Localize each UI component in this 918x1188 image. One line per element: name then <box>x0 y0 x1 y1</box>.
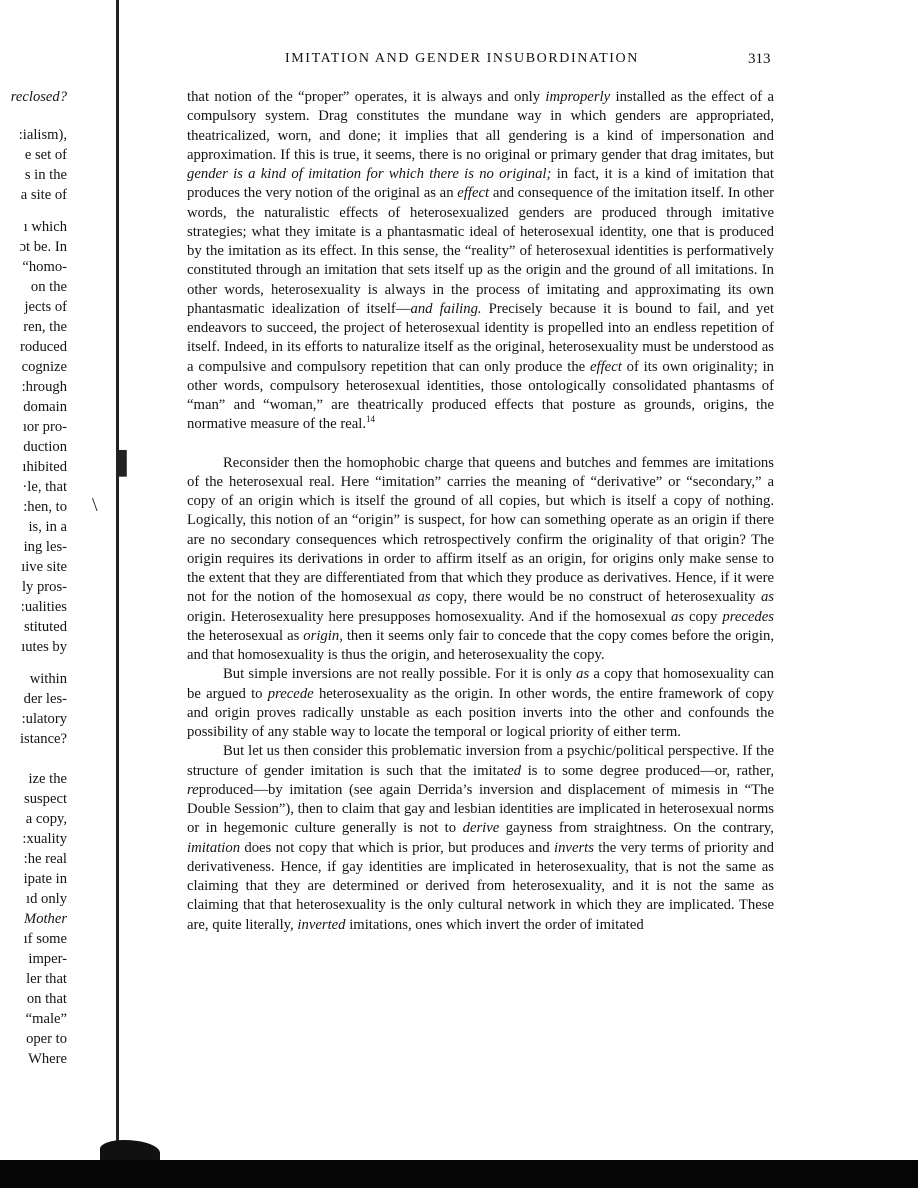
text-run: imitation <box>187 839 241 856</box>
text-run: as <box>417 589 431 606</box>
paragraph <box>187 454 774 666</box>
margin-fragment: ly pros- <box>22 579 67 595</box>
body-text <box>187 88 774 935</box>
text-run: But let us then consider this problematic inversion from a psychic/political perspective. If the structure of gender imitation is such that the imitat <box>187 743 774 779</box>
margin-fragment: oper to <box>26 1031 67 1047</box>
margin-fragment: ·le, that <box>22 479 67 495</box>
margin-fragment: within <box>29 671 67 687</box>
text-run: effect <box>590 358 622 375</box>
margin-fragment: ıive site <box>21 559 67 575</box>
margin-fragment: suspect <box>24 791 67 807</box>
footnote-ref: 14 <box>366 414 376 425</box>
text-run: re <box>187 781 199 798</box>
paragraph <box>187 742 774 935</box>
paragraph <box>187 665 774 742</box>
margin-fragment: e set of <box>24 147 67 163</box>
text-run: as <box>760 589 775 606</box>
margin-fragment: istance? <box>20 731 67 747</box>
margin-fragment: a site of <box>20 187 67 203</box>
text-run: in fact, it is a kind of imitation that produces the very notion of the original as an <box>187 166 774 202</box>
margin-fragment: cognize <box>21 359 67 375</box>
text-run: origin, <box>303 627 343 644</box>
margin-fragment: Mother <box>24 911 67 927</box>
text-run: copy, there would be no construct of heterosexuality <box>430 589 761 606</box>
margin-fragment: ɔt be. In <box>19 239 67 255</box>
margin-fragment: :he real <box>23 851 67 867</box>
margin-fragment: ler that <box>26 971 67 987</box>
text-run: installed as the effect of a compulsory system. Drag constitutes the mundane way in which genders are appropriated, theatricalized, worn, and done; it implies that all gendering is a kind of impersonation and approximation. If this is true, it seems, there is no original or primary gender that drag imitates, but <box>187 89 774 163</box>
text-run: precedes <box>722 608 774 625</box>
text-run: gayness from straightness. On the contrary, <box>499 820 774 837</box>
text-run: effect <box>457 185 490 202</box>
text-run: produced—by imitation (see again Derrida’s inversion and displacement of mimesis in “The Double Session”), then to claim that gay and lesbian identities are implicated in heterosexual norms or in hegemonic culture generally is not to <box>187 781 774 837</box>
margin-fragment: imper- <box>28 951 67 967</box>
running-header: IMITATION AND GENDER INSUBORDINATION <box>285 51 639 66</box>
text-run: copy <box>684 608 723 625</box>
margin-fragment: ıhibited <box>22 459 67 475</box>
text-run: of its own originality; in other words, compulsory heterosexual identities, those ontologically consolidated phantasms of “man” and “woman,” are theatrically produced effects that posture as grounds, origins, the normative measure of the real. <box>187 358 774 433</box>
margin-fragment: stituted <box>24 619 67 635</box>
book-spine <box>116 0 119 1160</box>
text-run: origin. Heterosexuality here presupposes homosexuality. And if the homosexual <box>187 608 672 625</box>
text-run: inverts <box>554 839 594 856</box>
paragraph <box>187 88 774 435</box>
margin-fragment: ıf some <box>23 931 67 947</box>
margin-fragment: der les- <box>23 691 67 707</box>
margin-fragment: ı which <box>23 219 67 235</box>
text-run: as <box>671 608 685 625</box>
text-run: ed <box>507 762 522 779</box>
margin-fragment: s in the <box>24 167 67 183</box>
page-number: 313 <box>748 51 771 67</box>
binding-shadow <box>100 1140 160 1162</box>
margin-fragment: jects of <box>24 299 67 315</box>
scan-bottom-edge <box>0 1160 918 1188</box>
margin-fragment: :ualities <box>20 599 67 615</box>
margin-mark: \ <box>92 494 98 516</box>
margin-fragment: ren, the <box>23 319 67 335</box>
text-run: heterosexuality as the origin. In other words, the entire framework of copy and origin proves radically unstable as each position inverts into the other and confounds the possibility of any stable way to locate the temporal or logical priority of either term. <box>187 685 774 740</box>
text-run: But simple inversions are not really possible. For it is only <box>223 666 577 683</box>
margin-fragment: ıd only <box>26 891 67 907</box>
margin-fragment: duction <box>23 439 67 455</box>
margin-fragment: roduced <box>19 339 67 355</box>
margin-fragment: :hrough <box>21 379 67 395</box>
text-run: Reconsider then the homophobic charge that queens and butches and femmes are imitations of the heterosexual real. Here “imitation” carries the meaning of “derivative” or “secondary,” a copy of an origin which is itself the ground of all copies, but which is itself a copy of nothing. Logically, this notion of an “origin” is suspect, for how can something operate as an origin if there are no secondary consequences which retrospectively confirm the originality of that origin? The origin requires its derivations in order to affirm itself as an origin, for origins only make sense to the extent that they are differentiated from that which they produce as derivatives. Hence, if it were not for the notion of the homosexual <box>187 454 774 606</box>
text-run: is to some degree produced—or, rather, <box>521 762 774 779</box>
margin-fragment: ing les- <box>23 539 67 555</box>
margin-fragment: :ialism), <box>18 127 67 143</box>
margin-fragment: “homo- <box>22 259 67 275</box>
text-run: a copy that homosexuality can be argued to <box>187 666 774 702</box>
margin-fragment: reclosed? <box>10 89 67 105</box>
text-run: that notion of the “proper” operates, it is always and only <box>187 89 546 105</box>
text-run: and consequence of the imitation itself. In other words, the naturalistic effects of heterosexualized genders are produced through imitative strategies; what they imitate is a phantasmatic ideal of heterosexual identity, one that is produced by the imitation as its effect. In this sense, the “reality” of heterosexual identities is performatively constituted through an imitation that sets itself up as the origin and the ground of all imitations. In other words, heterosexuality is always in the process of imitating and approximating its own phantasmatic idealization of itself— <box>187 185 774 317</box>
margin-fragment: on that <box>26 991 67 1007</box>
text-run: derive <box>462 820 500 837</box>
margin-fragment: is, in a <box>28 519 67 535</box>
margin-fragment: :ulatory <box>21 711 67 727</box>
margin-fragment: :hen, to <box>23 499 67 515</box>
text-run: gender is a kind of imitation for which there is no original; <box>187 166 552 182</box>
margin-fragment: ipate in <box>23 871 67 887</box>
margin-fragment: ıutes by <box>21 639 67 655</box>
text-run: and failing. <box>410 300 482 317</box>
text-run: inverted <box>297 916 346 933</box>
text-run: as <box>576 666 590 683</box>
margin-mark: ▌ <box>119 450 135 475</box>
margin-fragment: Where <box>28 1051 67 1067</box>
text-run: precede <box>267 685 314 702</box>
margin-fragment: on the <box>30 279 67 295</box>
margin-fragment: “male” <box>25 1011 67 1027</box>
text-run: then it seems only fair to concede that the copy comes before the origin, and that homosexuality is thus the origin, and heterosexuality the copy. <box>187 627 774 663</box>
margin-fragment: a copy, <box>25 811 67 827</box>
text-run: the very terms of priority and derivativeness. Hence, if gay identities are implicated in heterosexuality, that is not the same as claiming that they are determined or derived from heterosexuality, and it is not the same as claiming that that heterosexuality is the only cultural network in which they are implicated. These are, quite literally, <box>187 839 774 933</box>
margin-fragment: domain <box>23 399 67 415</box>
text-run: improperly <box>545 89 611 105</box>
text-run: does not copy that which is prior, but produces and <box>240 839 554 856</box>
text-run: imitations, ones which invert the order of imitated <box>345 916 644 933</box>
text-run: the heterosexual as <box>187 627 304 644</box>
margin-fragment: :xuality <box>22 831 67 847</box>
text-run: Precisely because it is bound to fail, and yet endeavors to succeed, the project of heterosexual identity is propelled into an endless repetition of itself. Indeed, in its efforts to naturalize itself as the original, heterosexuality must be understood as a compulsive and compulsory repetition that can only produce the <box>187 300 774 375</box>
margin-fragment: ize the <box>28 771 67 787</box>
margin-fragment: ıor pro- <box>22 419 67 435</box>
